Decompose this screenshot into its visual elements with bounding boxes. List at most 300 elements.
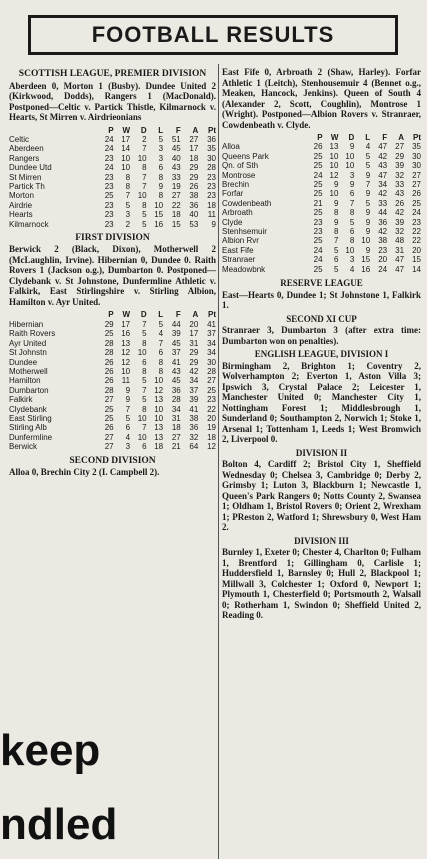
table-cell: 30 [412, 161, 421, 171]
table-row [9, 173, 216, 182]
table-row [9, 358, 216, 367]
table-cell: 11 [207, 210, 216, 220]
table-cell: 10 [154, 200, 164, 210]
english-division-2-results: Bolton 4, Cardiff 2; Bristol City 1, Sheffield Wednesday 0; Chelsea 3, Cambridge 0; Derby 2, Grimsby 1; Luton 3, Blackburn 1; Newcastle 1, Queen's Park Rangers 0; Notts County 2, Swansea 1; Oldham 1, Bristol Rovers 0; Orient 2, Wrexham 1; PReston 2, Watford 1; Shrewsbury 0, West Ham 2. [222, 459, 421, 533]
team-name: Dundee [9, 357, 38, 367]
table-cell: 13 [154, 395, 164, 405]
table-row [222, 227, 421, 236]
table-cell: 32 [395, 227, 405, 237]
second-xi-cup-results: Stranraer 3, Dumbarton 3 (after extra time: Dumbarton won on penalties). [222, 325, 421, 346]
team-name: Stenhsemuir [222, 227, 267, 237]
table-cell: 6 [142, 442, 147, 452]
table-cell: 20 [378, 255, 388, 265]
table-cell: 27 [104, 442, 114, 452]
table-cell: 9 [349, 180, 355, 190]
table-cell: 28 [207, 163, 216, 173]
english-division-2-heading: DIVISION II [295, 447, 348, 458]
table-cell: 18 [189, 153, 199, 163]
team-name: Brechin [222, 180, 250, 190]
table-row [222, 142, 421, 151]
table-cell: 45 [171, 144, 181, 154]
table-cell: 25 [104, 329, 114, 339]
table-cell: 10 [137, 348, 147, 358]
table-cell: 10 [137, 191, 147, 201]
table-cell: 25 [313, 236, 323, 246]
team-name: Montrose [222, 170, 256, 180]
team-name: Albion Rvr [222, 236, 259, 246]
table-cell: 19 [207, 423, 216, 433]
table-cell: 17 [189, 144, 199, 154]
table-cell: 36 [378, 217, 388, 227]
scottish-premier-heading: SCOTTISH LEAGUE, PREMIER DIVISION [18, 69, 207, 79]
table-cell: 25 [412, 198, 421, 208]
table-cell: 38 [378, 236, 388, 246]
table-cell: 37 [189, 385, 199, 395]
table-cell: 4 [365, 142, 371, 152]
table-cell: 9 [365, 217, 371, 227]
table-cell: 18 [154, 442, 164, 452]
table-cell: 6 [125, 423, 131, 433]
table-cell: 26 [104, 423, 114, 433]
table-row [9, 329, 216, 338]
table-cell: 12 [207, 442, 216, 452]
table-cell: 27 [104, 395, 114, 405]
table-cell: 8 [142, 366, 147, 376]
table-cell: 42 [378, 151, 388, 161]
table-cell: 4 [125, 432, 131, 442]
table-cell: 10 [121, 153, 131, 163]
table-cell: 29 [189, 348, 199, 358]
table-row [222, 180, 421, 189]
table-cell: 7 [142, 385, 147, 395]
scottish-premier-table [9, 126, 216, 229]
table-row [222, 265, 421, 274]
table-cell: 10 [154, 404, 164, 414]
team-name: Airdrie [9, 200, 33, 210]
table-row [9, 405, 216, 414]
table-cell: 18 [171, 210, 181, 220]
team-name: Dundee Utd [9, 163, 52, 173]
table-cell: 9 [333, 217, 339, 227]
table-cell: 14 [412, 264, 421, 274]
table-cell: 8 [125, 181, 131, 191]
table-cell: 53 [189, 219, 199, 229]
table-row [9, 210, 216, 219]
first-division-table [9, 310, 216, 451]
table-cell: 8 [158, 191, 164, 201]
table-cell: 28 [104, 348, 114, 358]
table-cell: 40 [189, 210, 199, 220]
team-name: Qn. of Sth [222, 161, 259, 171]
table-cell: 8 [158, 357, 164, 367]
team-name: Queens Park [222, 151, 269, 161]
reserve-league-heading: RESERVE LEAGUE [280, 278, 363, 289]
table-row [222, 246, 421, 255]
table-cell: 32 [189, 432, 199, 442]
table-cell: 5 [125, 200, 131, 210]
table-header-cell: W [330, 133, 339, 142]
table-row [222, 161, 421, 170]
table-cell: 34 [207, 348, 216, 358]
table-row [9, 163, 216, 172]
table-cell: 24 [313, 170, 323, 180]
table-cell: 9 [365, 189, 371, 199]
table-row [9, 220, 216, 229]
table-cell: 42 [378, 189, 388, 199]
table-cell: 32 [395, 170, 405, 180]
team-name: Meadowbnk [222, 264, 266, 274]
table-cell: 9 [211, 219, 216, 229]
table-row [222, 189, 421, 198]
team-name: Stranraer [222, 255, 256, 265]
table-cell: 23 [378, 245, 388, 255]
table-cell: 26 [412, 189, 421, 199]
table-cell: 3 [349, 170, 355, 180]
team-name: Clydebank [9, 404, 47, 414]
team-name: Hibernian [9, 319, 44, 329]
table-cell: 9 [125, 395, 131, 405]
table-cell: 23 [207, 181, 216, 191]
table-cell: 7 [333, 236, 339, 246]
table-cell: 25 [313, 264, 323, 274]
table-cell: 7 [125, 404, 131, 414]
table-cell: 22 [412, 227, 421, 237]
table-cell: 36 [207, 134, 216, 144]
team-name: Dunfermline [9, 432, 53, 442]
table-cell: 25 [207, 385, 216, 395]
table-cell: 15 [412, 255, 421, 265]
table-cell: 5 [142, 376, 147, 386]
table-cell: 11 [121, 376, 131, 386]
table-cell: 23 [207, 395, 216, 405]
table-row [222, 199, 421, 208]
table-cell: 7 [158, 338, 164, 348]
table-cell: 34 [207, 338, 216, 348]
table-cell: 5 [365, 151, 371, 161]
table-row [9, 423, 216, 432]
table-header-cell: A [398, 133, 405, 142]
table-cell: 7 [142, 172, 147, 182]
table-row [9, 433, 216, 442]
table-cell: 33 [378, 198, 388, 208]
table-cell: 5 [142, 210, 147, 220]
table-cell: 24 [104, 144, 114, 154]
scottish-premier-results: Aberdeen 0, Morton 1 (Busby). Dundee United 2 (Kirkwood, Dodds), Rangers 1 (MacDonald). Postponed—Celtic v. Partick Thistle, Kilmarnock v. Hearts, St Mirren v. Airdrieonians [9, 80, 216, 122]
table-cell: 23 [104, 219, 114, 229]
table-cell: 10 [329, 151, 339, 161]
table-cell: 10 [137, 153, 147, 163]
table-cell: 21 [171, 442, 181, 452]
table-header-cell: A [192, 125, 199, 135]
table-cell: 13 [154, 432, 164, 442]
table-cell: 6 [349, 227, 355, 237]
table-cell: 28 [104, 385, 114, 395]
team-name: Motherwell [9, 366, 48, 376]
table-cell: 17 [189, 329, 199, 339]
table-row [222, 208, 421, 217]
table-cell: 42 [189, 366, 199, 376]
table-cell: 42 [378, 227, 388, 237]
team-name: Alloa [222, 142, 240, 152]
team-name: Arbroath [222, 208, 253, 218]
table-cell: 7 [142, 144, 147, 154]
team-name: Kilmarnock [9, 219, 49, 229]
table-cell: 17 [121, 134, 131, 144]
table-row [9, 386, 216, 395]
table-cell: 17 [121, 319, 131, 329]
first-division-results: Berwick 2 (Black, Dixon), Motherwell 2 (McLaughlin, Irvine). Hibernian 0, Dundee 0. Raith Rovers 1 (Jackson o.g.), Dumbarton 0. Postponed—Clydebank v. St Johnstone, Dunfermline Athletic v. Falkirk, East Stirlingshire v. Stirling Albion, Hamilton v. Ayr United. [9, 244, 216, 307]
table-cell: 37 [171, 348, 181, 358]
table-cell: 45 [171, 338, 181, 348]
table-cell: 7 [142, 319, 147, 329]
table-cell: 23 [104, 181, 114, 191]
table-cell: 27 [412, 180, 421, 190]
table-cell: 23 [207, 191, 216, 201]
table-cell: 23 [104, 200, 114, 210]
table-cell: 3 [125, 442, 131, 452]
table-cell: 47 [378, 170, 388, 180]
table-cell: 10 [154, 376, 164, 386]
table-header-cell: D [348, 133, 355, 142]
table-cell: 8 [125, 172, 131, 182]
table-cell: 22 [171, 200, 181, 210]
table-cell: 29 [104, 319, 114, 329]
team-name: Clyde [222, 217, 243, 227]
table-cell: 43 [395, 189, 405, 199]
table-cell: 10 [329, 161, 339, 171]
table-row [9, 144, 216, 153]
table-cell: 3 [349, 255, 355, 265]
table-cell: 16 [361, 264, 371, 274]
table-cell: 16 [121, 329, 131, 339]
table-row [9, 320, 216, 329]
table-row [9, 395, 216, 404]
table-cell: 5 [333, 245, 339, 255]
table-cell: 25 [313, 180, 323, 190]
table-row [9, 135, 216, 144]
table-header-cell: L [365, 133, 371, 142]
column-divider [218, 64, 219, 859]
table-cell: 10 [345, 161, 355, 171]
table-cell: 23 [104, 153, 114, 163]
table-cell: 25 [313, 189, 323, 199]
table-row [9, 154, 216, 163]
headline-fragment-line-2: ndled [0, 800, 118, 849]
table-cell: 25 [313, 208, 323, 218]
table-cell: 4 [158, 329, 164, 339]
team-name: Ayr United [9, 338, 47, 348]
team-name: Cowdenbeath [222, 198, 272, 208]
table-cell: 8 [142, 338, 147, 348]
table-cell: 39 [189, 395, 199, 405]
team-name: East Stirling [9, 413, 52, 423]
team-name: East Fife [222, 245, 254, 255]
table-cell: 10 [361, 236, 371, 246]
table-cell: 33 [395, 180, 405, 190]
table-cell: 23 [313, 227, 323, 237]
table-header-cell: W [122, 310, 131, 320]
table-cell: 64 [189, 442, 199, 452]
english-division-1-heading: ENGLISH LEAGUE, DIVISION I [254, 349, 389, 360]
table-row [9, 414, 216, 423]
table-cell: 42 [395, 208, 405, 218]
table-cell: 5 [142, 219, 147, 229]
table-cell: 10 [154, 413, 164, 423]
team-name: Berwick [9, 442, 38, 452]
table-cell: 9 [349, 142, 355, 152]
table-cell: 6 [333, 255, 339, 265]
team-name: Dumbarton [9, 385, 49, 395]
table-cell: 23 [313, 217, 323, 227]
table-cell: 44 [378, 208, 388, 218]
table-cell: 26 [313, 142, 323, 152]
table-cell: 33 [171, 172, 181, 182]
table-cell: 23 [104, 210, 114, 220]
table-cell: 14 [121, 144, 131, 154]
team-name: Aberdeen [9, 144, 44, 154]
table-cell: 8 [333, 208, 339, 218]
reserve-league-results: East—Hearts 0, Dundee 1; St Johnstone 1, Falkirk 1. [222, 289, 421, 311]
table-cell: 8 [142, 200, 147, 210]
table-cell: 8 [349, 208, 355, 218]
table-cell: 39 [395, 217, 405, 227]
table-cell: 7 [365, 180, 371, 190]
table-cell: 15 [171, 219, 181, 229]
second-xi-cup-heading: SECOND XI CUP [286, 313, 357, 324]
table-cell: 6 [158, 348, 164, 358]
table-cell: 27 [207, 376, 216, 386]
table-row [9, 348, 216, 357]
table-row [9, 191, 216, 200]
table-cell: 27 [395, 142, 405, 152]
table-cell: 12 [121, 348, 131, 358]
table-cell: 7 [349, 198, 355, 208]
table-cell: 9 [365, 208, 371, 218]
table-cell: 24 [313, 245, 323, 255]
table-cell: 22 [207, 404, 216, 414]
table-cell: 30 [412, 151, 421, 161]
table-row [9, 442, 216, 451]
table-cell: 29 [189, 357, 199, 367]
table-cell: 41 [171, 357, 181, 367]
team-name: Morton [9, 191, 34, 201]
table-cell: 2 [142, 134, 147, 144]
table-row [9, 376, 216, 385]
team-name: St Johnstn [9, 348, 47, 358]
table-cell: 47 [395, 255, 405, 265]
team-name: Falkirk [9, 395, 33, 405]
first-division-heading: FIRST DIVISION [75, 232, 150, 243]
table-cell: 8 [158, 366, 164, 376]
table-cell: 31 [189, 338, 199, 348]
table-cell: 12 [121, 357, 131, 367]
table-cell: 10 [329, 189, 339, 199]
table-header-cell [222, 133, 307, 142]
table-cell: 24 [378, 264, 388, 274]
table-cell: 9 [125, 385, 131, 395]
table-row [9, 339, 216, 348]
table-row [222, 152, 421, 161]
table-cell: 27 [412, 170, 421, 180]
table-header-cell: D [140, 310, 147, 320]
table-cell: 20 [207, 413, 216, 423]
table-cell: 43 [171, 366, 181, 376]
table-cell: 26 [104, 357, 114, 367]
table-header-cell: F [175, 125, 181, 135]
team-name: Partick Th [9, 181, 45, 191]
table-header-cell [9, 310, 97, 319]
table-cell: 36 [189, 423, 199, 433]
table-cell: 6 [349, 189, 355, 199]
table-cell: 5 [158, 134, 164, 144]
table-cell: 6 [142, 357, 147, 367]
table-cell: 28 [171, 395, 181, 405]
table-cell: 20 [412, 245, 421, 255]
table-cell: 9 [365, 170, 371, 180]
table-cell: 30 [207, 153, 216, 163]
table-cell: 44 [171, 319, 181, 329]
table-cell: 8 [333, 227, 339, 237]
table-header-row [9, 310, 216, 319]
table-cell: 23 [207, 172, 216, 182]
table-cell: 27 [104, 432, 114, 442]
table-cell: 5 [349, 217, 355, 227]
table-cell: 43 [378, 161, 388, 171]
table-cell: 26 [104, 366, 114, 376]
table-cell: 24 [104, 134, 114, 144]
table-cell: 7 [142, 181, 147, 191]
table-cell: 8 [349, 236, 355, 246]
table-cell: 24 [313, 255, 323, 265]
table-cell: 41 [207, 319, 216, 329]
table-header-cell: A [192, 310, 199, 320]
table-cell: 5 [333, 264, 339, 274]
table-header-cell [9, 126, 97, 135]
team-name: Hearts [9, 210, 33, 220]
table-cell: 3 [125, 210, 131, 220]
table-cell: 51 [171, 134, 181, 144]
table-cell: 25 [104, 404, 114, 414]
table-cell: 5 [142, 395, 147, 405]
table-cell: 15 [154, 210, 164, 220]
table-cell: 22 [412, 236, 421, 246]
table-cell: 24 [104, 163, 114, 173]
table-cell: 2 [125, 219, 131, 229]
table-header-cell: P [108, 125, 114, 135]
table-cell: 41 [189, 404, 199, 414]
table-cell: 16 [154, 219, 164, 229]
table-cell: 10 [137, 413, 147, 423]
table-header-cell: W [122, 125, 131, 135]
page-title: FOOTBALL RESULTS [28, 15, 398, 55]
table-cell: 26 [104, 376, 114, 386]
table-header-cell: Pt [413, 133, 421, 142]
second-division-heading: SECOND DIVISION [69, 455, 156, 466]
table-cell: 9 [158, 181, 164, 191]
table-cell: 29 [189, 172, 199, 182]
table-cell: 26 [189, 181, 199, 191]
table-cell: 30 [207, 357, 216, 367]
table-cell: 13 [121, 338, 131, 348]
table-cell: 35 [412, 142, 421, 152]
table-cell: 26 [395, 198, 405, 208]
table-cell: 4 [349, 264, 355, 274]
table-row [222, 236, 421, 245]
english-division-3-results: Burnley 1, Exeter 0; Chester 4, Charlton 0; Fulham 1, Brentford 1; Gillingham 0, Carlisle 1; Huddersfield 1, Barnsley 0; Hull 2, Blackpool 1; Millwall 3, Colchester 1; Oxford 0, Newport 1; Plymouth 1, Chesterfield 0; Portsmouth 2, Walsall 0; Rotherham 1, Swindon 0; Sheffield United 2, Reading 0. [222, 547, 421, 621]
team-name: Stirling Alb [9, 423, 47, 433]
table-cell: 48 [395, 236, 405, 246]
team-name: St Mirren [9, 172, 42, 182]
